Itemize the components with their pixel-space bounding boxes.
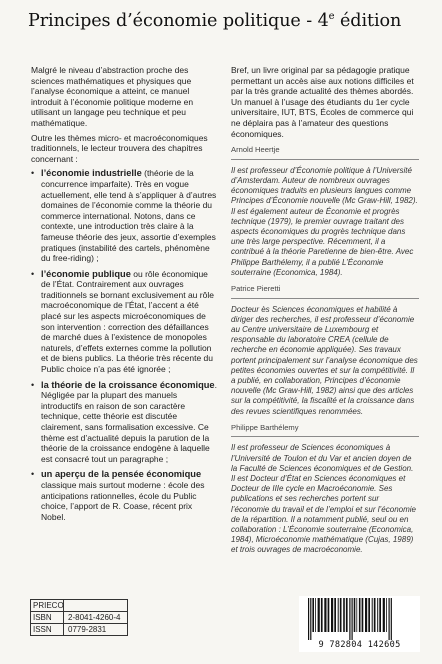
code-value bbox=[64, 600, 68, 611]
code-label: ISSN bbox=[31, 624, 64, 635]
author-bio: Docteur ès Sciences économiques et habilité à diriger des recherches, il est professeur d’économie au Centre universitaire de Luxembourg et responsable du laboratoire CREA (cellule de recherche en économie appliquée). Ses travaux portent principalement sur l’analyse économique des petites économies ouvertes et sur la compétitivité. Il a publié, en collaboration, Principes d’économie nouvelle (Mc Graw-Hill, 1982) ainsi que des articles sur la compétitivité, la fiscalité et la croissance dans des revues scientifiques renommées. bbox=[231, 304, 418, 416]
title-main: Principes d’économie politique - 4 bbox=[28, 11, 329, 31]
code-label: PRIECO bbox=[33, 601, 64, 610]
topic-heading: la théorie de la croissance économique bbox=[41, 379, 215, 390]
title-tail: édition bbox=[334, 11, 402, 31]
code-label: ISBN bbox=[31, 612, 64, 623]
code-row bbox=[30, 599, 128, 611]
bullet-icon: • bbox=[31, 379, 35, 390]
author-bio: Il est professeur de Sciences économiques à l’Université de Toulon et du Var et ancien doyen de la Faculté de Sciences économiques et de Gestion. Il est Docteur d’État en Sciences économiques et Docteur de IIIe cycle en Macroéconomie. Ses publications et ses recherches portent sur l’économie du travail et de l’emploi et sur l’économie de la répartition. Il a notamment publié, seul ou en collaboration : L’Économie souterraine (Economica, 1984), Microéconomie mathématique (Cujas, 1989) et trois ouvrages de macroéconomie. bbox=[231, 443, 416, 555]
topic-item bbox=[31, 380, 217, 465]
author-bio: Il est professeur d’Économie politique à l’Université d’Amsterdam. Auteur de nombreux ouvrages économiques traduits en plusieurs langues comme Principes d’Économie nouvelle (Mc Graw-Hill, 1982). Il est également auteur de Économie et progrès technique (1979), le premier ouvrage traitant des aspects économiques du progrès technique dans une très large perspective. Récemment, il a contribué à la théorie Paretienne de bien-être. Avec Philippe Barthélemy, il a publié L’Économie souterraine (Economica, 1984). bbox=[231, 165, 418, 277]
code-row bbox=[30, 623, 128, 636]
barcode-digits: 9 782804 142605 bbox=[318, 640, 401, 650]
topic-item bbox=[31, 168, 217, 263]
left-column bbox=[31, 65, 217, 527]
right-column bbox=[231, 65, 419, 562]
barcode bbox=[299, 596, 420, 652]
bullet-icon: • bbox=[31, 469, 35, 480]
topic-text: classique mais surtout moderne : école des anticipations rationnelles, école du Public choice, l’apport de R. Coase, récent prix Nobel. bbox=[41, 479, 205, 522]
topic-heading: l’économie publique bbox=[41, 268, 131, 279]
divider bbox=[231, 298, 419, 299]
topic-heading: un aperçu de la pensée économique bbox=[41, 469, 202, 480]
lead-paragraph: Outre les thèmes micro- et macroéconomiques traditionnels, le lecteur trouvera des chapitres concernant : bbox=[31, 132, 208, 164]
topic-item bbox=[31, 269, 217, 375]
intro-paragraph: Malgré le niveau d’abstraction proche des sciences mathématiques et physiques que l’analyse économique a atteint, ce manuel introduit à l’économie politique moderne en utilisant un langage peu technique et peu mathématique. bbox=[31, 65, 194, 128]
topic-list bbox=[31, 168, 217, 522]
topic-heading: l’économie industrielle bbox=[41, 168, 142, 179]
bullet-icon: • bbox=[31, 168, 35, 179]
author-name: Philippe Barthélemy bbox=[231, 422, 299, 432]
bullet-icon: • bbox=[31, 268, 35, 279]
author-name: Patrice Pieretti bbox=[231, 283, 281, 293]
topic-text: (théorie de la concurrence imparfaite). Très en vogue actuellement, elle tend à s’appliquer à d’autres domaines de l’économie comme la théorie du commerce international. Notons, dans ce contexte, une introduction très claire à la fameuse théorie des jeux, assortie d’exemples pratiques (instabilité des cartels, phénomène du free-riding) ; bbox=[41, 168, 217, 264]
author-name: Arnold Heertje bbox=[231, 145, 280, 155]
divider bbox=[231, 159, 419, 160]
divider bbox=[231, 436, 419, 437]
code-value: 0779-2831 bbox=[68, 625, 107, 634]
code-row bbox=[30, 611, 128, 623]
publication-codes bbox=[30, 599, 128, 636]
book-title bbox=[28, 11, 418, 31]
title-superscript: e bbox=[328, 11, 335, 23]
topic-text: ou rôle économique de l’État. Contrairement aux ouvrages traditionnels se bornant exclusivement au rôle macroéconomique de l’État, l’accent a été placé sur les aspects microéconomiques de son intervention : correction des défaillances de marché dues à l’existence de monopoles naturels, d’effets externes comme la pollution et de biens publics. La théorie très récente du Public choice n’a pas été ignorée ; bbox=[41, 268, 214, 375]
topic-item bbox=[31, 469, 217, 522]
summary-paragraph: Bref, un livre original par sa pédagogie pratique permettant un accès aise aux notions difficiles et par la très grande actualité des thèmes abordés. Un manuel à l’usage des étudiants du 1er cycle universitaire, IUT, BTS, Écoles de commerce qui ne déplaira pas à l’amateur des questions économiques. bbox=[231, 65, 414, 139]
barcode-bars-icon bbox=[299, 596, 420, 640]
code-value: 2-8041-4260-4 bbox=[68, 613, 121, 622]
topic-text: . Négligée par la plupart des manuels introductifs en raison de son caractère technique, cette théorie est discutée clairement, sans formalisation excessive. Ce thème est d’actualité depuis la parution de la théorie de la croissance endogène à laquelle est consacré tout un paragraphe ; bbox=[41, 379, 217, 464]
